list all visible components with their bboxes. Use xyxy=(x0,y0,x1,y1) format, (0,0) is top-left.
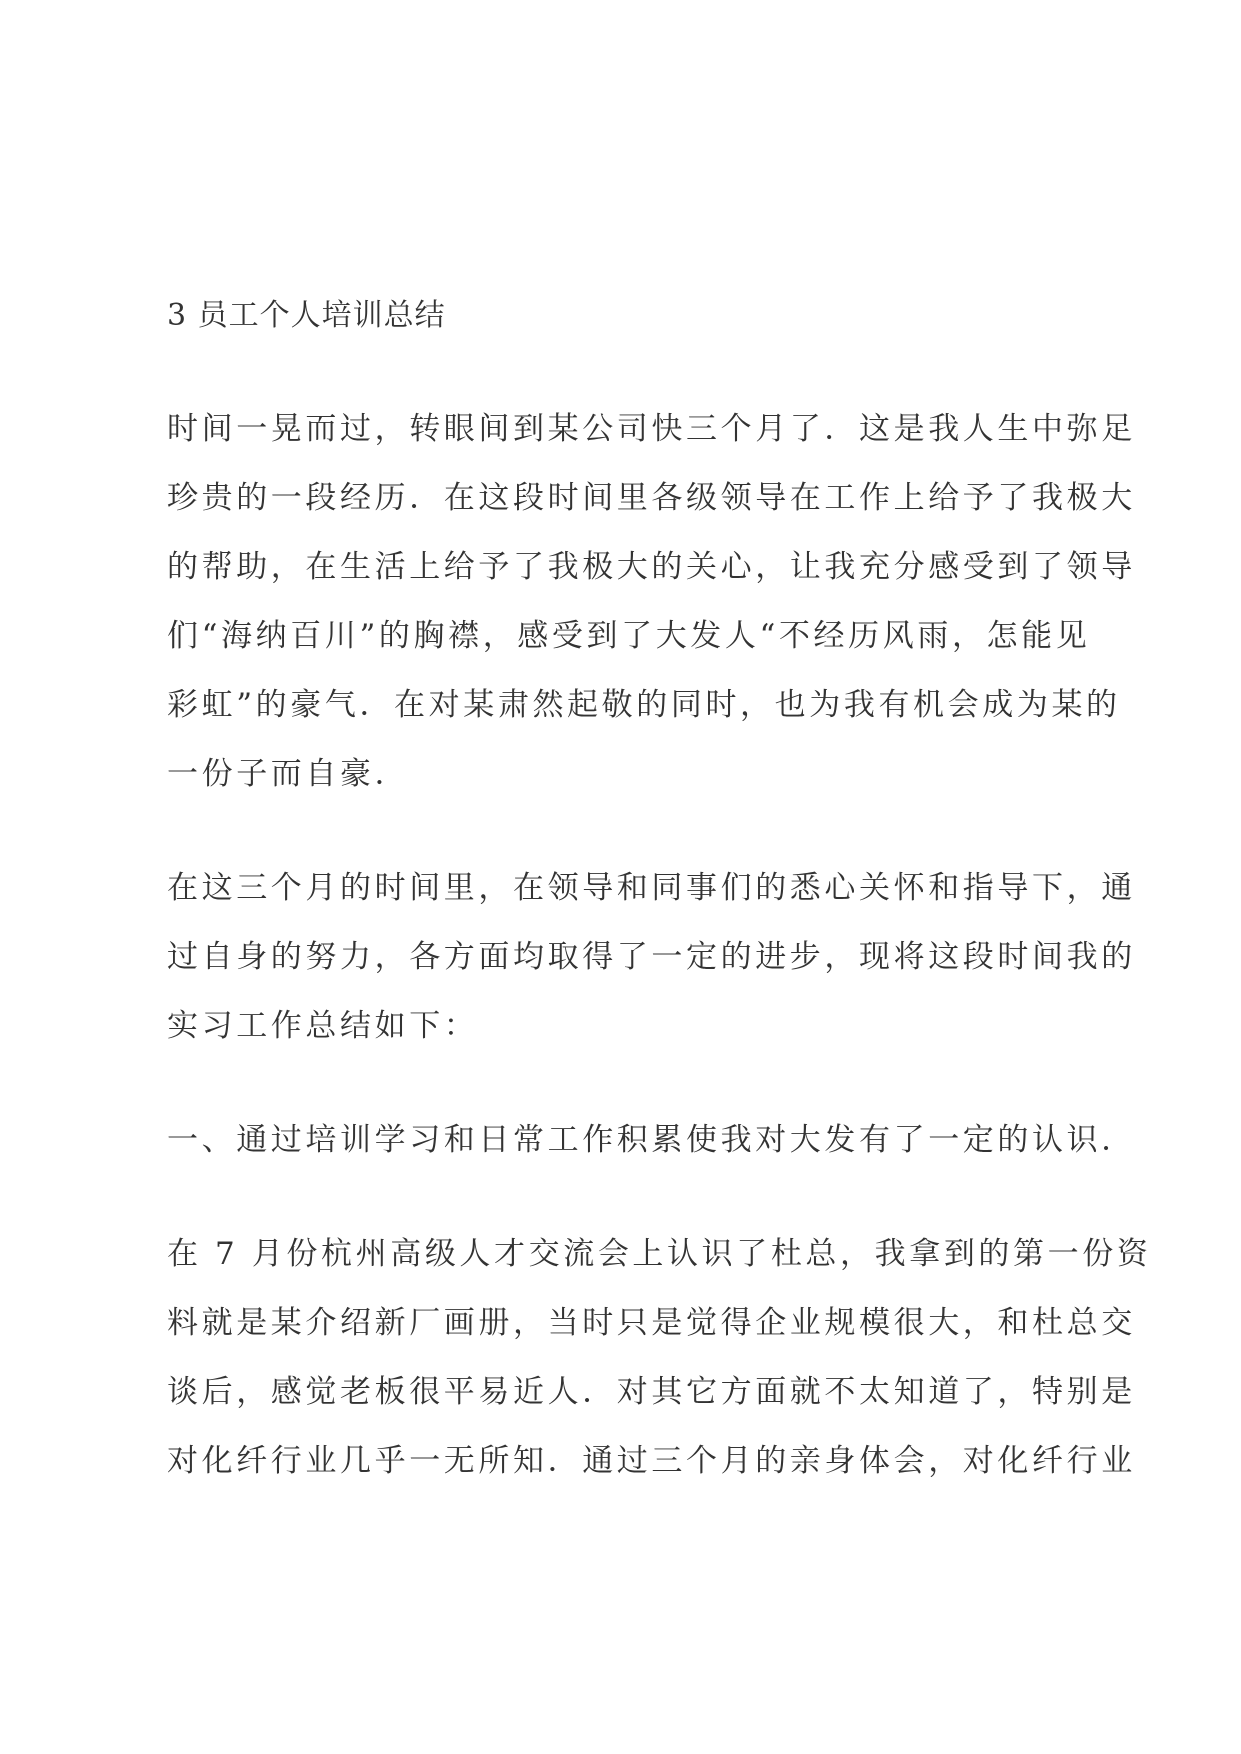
paragraph-line: 过自身的努力，各方面均取得了一定的进步，现将这段时间我的 xyxy=(167,939,1136,975)
paragraph-line: 在这三个月的时间里，在领导和同事们的悉心关怀和指导下，通 xyxy=(167,870,1136,906)
paragraph-line: 们“海纳百川”的胸襟，感受到了大发人“不经历风雨，怎能见 xyxy=(167,618,1091,654)
document-title: 3 员工个人培训总结 xyxy=(167,298,446,333)
paragraph-line: 对化纤行业几乎一无所知．通过三个月的亲身体会，对化纤行业 xyxy=(167,1443,1136,1479)
paragraph-line: 在 7 月份杭州高级人才交流会上认识了杜总，我拿到的第一份资 xyxy=(167,1236,1152,1272)
paragraph-line: 的帮助，在生活上给予了我极大的关心，让我充分感受到了领导 xyxy=(167,549,1136,585)
section-heading-1 xyxy=(167,1106,1136,1175)
paragraph-3 xyxy=(167,1220,1152,1496)
paragraph-line: 一份子而自豪． xyxy=(167,756,410,792)
paragraph-line: 珍贵的一段经历．在这段时间里各级领导在工作上给予了我极大 xyxy=(167,480,1136,516)
paragraph-line: 时间一晃而过，转眼间到某公司快三个月了．这是我人生中弥足 xyxy=(167,411,1136,447)
paragraph-2 xyxy=(167,854,1136,1061)
paragraph-line: 谈后，感觉老板很平易近人．对其它方面就不太知道了，特别是 xyxy=(167,1374,1136,1410)
paragraph-line: 一、通过培训学习和日常工作积累使我对大发有了一定的认识． xyxy=(167,1122,1136,1158)
paragraph-line: 料就是某介绍新厂画册，当时只是觉得企业规模很大，和杜总交 xyxy=(167,1305,1136,1341)
paragraph-line: 彩虹”的豪气．在对某肃然起敬的同时，也为我有机会成为某的 xyxy=(167,687,1121,723)
document-page xyxy=(167,282,1152,1541)
paragraph-line: 实习工作总结如下： xyxy=(167,1008,479,1044)
paragraph-1 xyxy=(167,395,1136,809)
